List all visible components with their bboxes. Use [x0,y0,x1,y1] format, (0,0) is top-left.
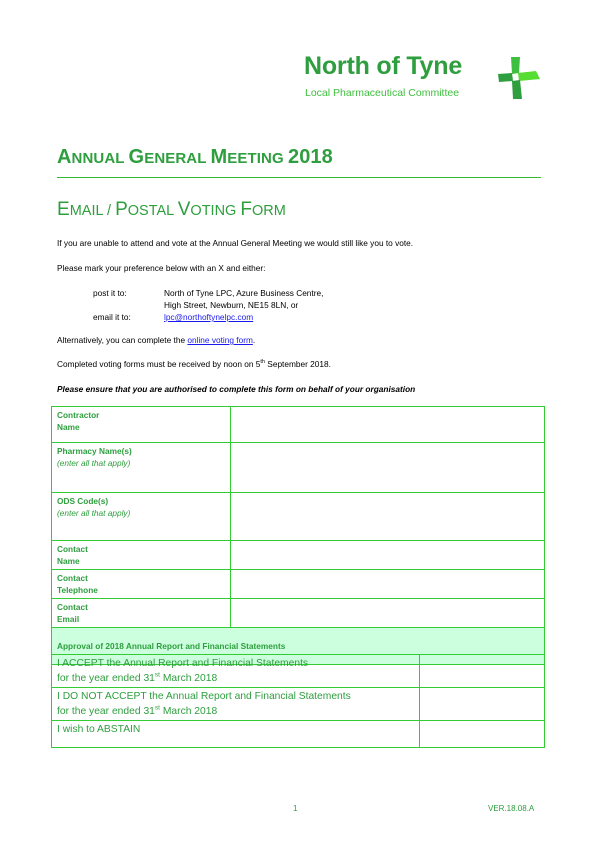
approval-section-header: Approval of 2018 Annual Report and Financial Statements [52,628,545,665]
title-part: EETING [227,150,288,167]
subtitle-part: E [57,199,70,220]
page-title [57,146,333,169]
contact-telephone-field[interactable] [231,570,545,599]
post-label: post it to: [93,288,127,298]
details-form-table [51,406,545,665]
post-address-line1: North of Tyne LPC, Azure Business Centre, [164,288,324,298]
abstain-option-label: I wish to ABSTAIN [52,721,420,748]
authorisation-warning: Please ensure that you are authorised to complete this form on behalf of your organisation [57,384,416,394]
contact-name-label: Contact Name [52,541,231,570]
logo-title: North of Tyne [304,52,463,80]
contractor-name-label: Contractor Name [52,407,231,443]
accept-mark-box[interactable] [420,655,545,688]
email-link[interactable]: lpc@northoftynelpc.com [164,312,254,322]
green-cross-icon [496,55,542,101]
subtitle-part: MAIL / [69,203,116,219]
deadline-suffix: September 2018. [264,359,331,369]
title-part: M [210,146,228,168]
deadline-prefix: Completed voting forms must be received by noon on 5 [57,359,261,369]
pharmacy-name-hint: (enter all that apply) [57,458,131,468]
deadline-text [57,359,331,369]
title-divider [57,177,541,178]
vote-table [51,654,545,748]
deadline-sup: th [260,359,265,366]
ods-code-hint: (enter all that apply) [57,508,131,518]
reject-option-label: I DO NOT ACCEPT the Annual Report and Financial Statements for the year ended 31st March 2018 [52,688,420,721]
logo-subtitle: Local Pharmaceutical Committee [305,87,460,99]
pharmacy-name-label: Pharmacy Name(s) (enter all that apply) [52,443,231,493]
reject-mark-box[interactable] [420,688,545,721]
subtitle-part: P [115,199,128,220]
online-voting-form-link[interactable]: online voting form [187,335,253,345]
title-part: G [128,146,145,168]
preference-text: Please mark your preference below with an X and either: [57,263,266,273]
title-part: 2018 [287,146,333,168]
contractor-name-field[interactable] [231,407,545,443]
title-part: NNUAL [71,150,129,167]
subtitle-part: ORM [251,203,286,219]
abstain-mark-box[interactable] [420,721,545,748]
contact-email-field[interactable] [231,599,545,628]
subtitle-part: F [240,199,252,220]
subtitle-part: OSTAL [127,203,178,219]
contact-email-label: Contact Email [52,599,231,628]
version-label: VER.18.08.A [488,804,535,813]
alt-suffix: . [252,335,256,345]
ods-code-label: ODS Code(s) (enter all that apply) [52,493,231,541]
contact-name-field[interactable] [231,541,545,570]
email-label: email it to: [93,312,131,322]
alternative-text [57,335,255,345]
title-part: A [57,146,72,168]
alt-prefix: Alternatively, you can complete the [57,335,188,345]
title-part: ENERAL [144,150,211,167]
contact-telephone-label: Contact Telephone [52,570,231,599]
pharmacy-name-field[interactable] [231,443,545,493]
post-address-line2: High Street, Newburn, NE15 8LN, or [164,300,299,310]
subtitle-part: V [177,199,191,220]
intro-text: If you are unable to attend and vote at the Annual General Meeting we would still like you to vote. [57,238,414,248]
form-subtitle [57,199,286,221]
lpc-logo [304,52,544,104]
subtitle-part: OTING [190,203,241,219]
page-number: 1 [293,804,298,813]
accept-option-label: I ACCEPT the Annual Report and Financial Statements for the year ended 31st March 2018 [52,655,420,688]
ods-code-field[interactable] [231,493,545,541]
